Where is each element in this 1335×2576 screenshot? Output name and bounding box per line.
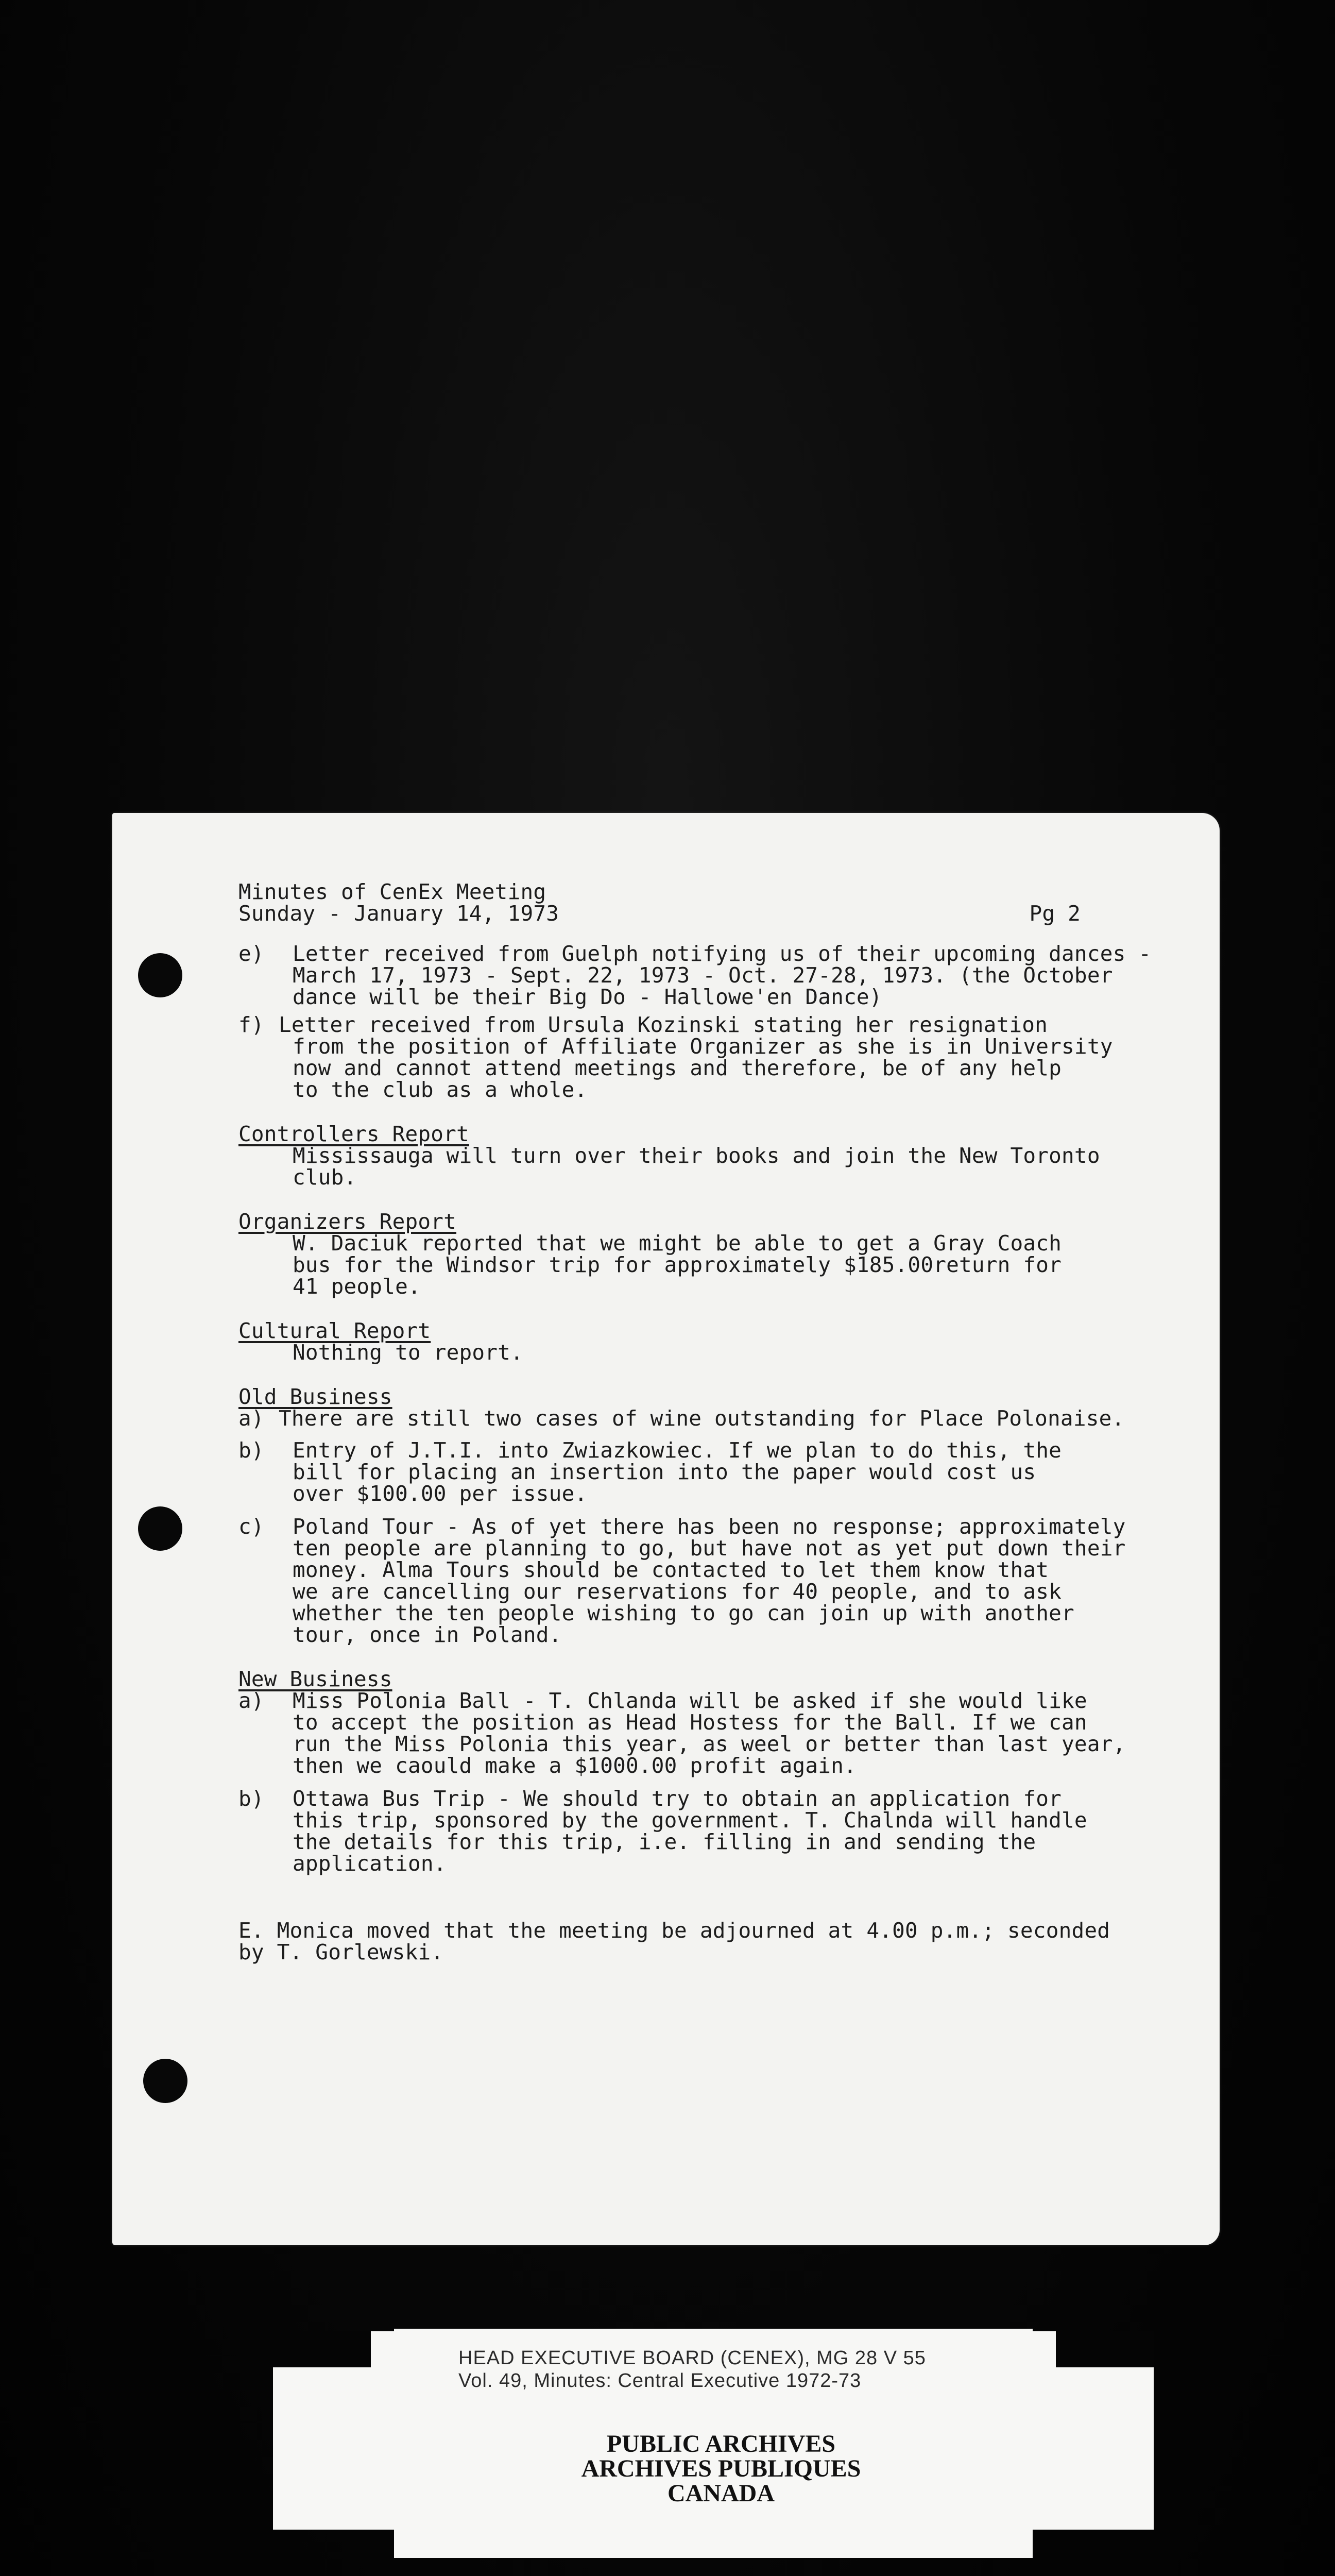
text-line: W. Daciuk reported that we might be able to get a Gray Coach bbox=[293, 1231, 1062, 1256]
page-number: Pg 2 bbox=[1029, 901, 1081, 926]
text-line: run the Miss Polonia this year, as weel or better than last year, bbox=[293, 1732, 1126, 1756]
reference-line: Vol. 49, Minutes: Central Executive 1972-73 bbox=[458, 2370, 862, 2392]
text-line: There are still two cases of wine outstanding for Place Polonaise. bbox=[279, 1406, 1125, 1431]
item-marker: f) bbox=[238, 1012, 264, 1037]
text-line: from the position of Affiliate Organizer as she is in University bbox=[293, 1034, 1113, 1059]
adjournment-motion bbox=[238, 1920, 1186, 1963]
item-marker: a) bbox=[238, 1406, 264, 1431]
text-line: bill for placing an insertion into the paper would cost us bbox=[293, 1460, 1036, 1484]
text-line: 41 people. bbox=[293, 1274, 421, 1299]
text-line: club. bbox=[293, 1165, 357, 1190]
text-line: this trip, sponsored by the government. T. Chalnda will handle bbox=[293, 1808, 1087, 1833]
text-line: application. bbox=[293, 1851, 447, 1876]
text-line: to the club as a whole. bbox=[293, 1077, 588, 1102]
text-line: now and cannot attend meetings and therefore, be of any help bbox=[293, 1056, 1062, 1080]
item-marker: b) bbox=[238, 1786, 264, 1811]
old-business-item-b bbox=[238, 1439, 1186, 1504]
controllers-report-section bbox=[238, 1123, 1186, 1188]
section-heading: Organizers Report bbox=[238, 1209, 457, 1234]
correspondence-item-e bbox=[238, 943, 1186, 1008]
meeting-date: Sunday - January 14, 1973 bbox=[238, 901, 559, 926]
minutes-text bbox=[238, 881, 1186, 1963]
text-line: dance will be their Big Do - Hallowe'en Dance) bbox=[293, 985, 882, 1009]
text-line: the details for this trip, i.e. filling in and sending the bbox=[293, 1829, 1036, 1854]
new-business-item-a bbox=[238, 1690, 1186, 1776]
text-line: bus for the Windsor trip for approximately $185.00return for bbox=[293, 1252, 1062, 1277]
page-header bbox=[238, 881, 1186, 927]
text-line: to accept the position as Head Hostess for the Ball. If we can bbox=[293, 1710, 1087, 1735]
text-line: Letter received from Guelph notifying us of their upcoming dances - bbox=[293, 941, 1152, 966]
archives-stamp bbox=[515, 2432, 927, 2506]
new-business-item-b bbox=[238, 1788, 1186, 1874]
old-business-item-c bbox=[238, 1516, 1186, 1646]
text-line: Miss Polonia Ball - T. Chlanda will be asked if she would like bbox=[293, 1688, 1087, 1713]
stamp-line: CANADA bbox=[668, 2480, 775, 2507]
stamp-line: ARCHIVES PUBLIQUES bbox=[581, 2455, 861, 2482]
text-line: Letter received from Ursula Kozinski stating her resignation bbox=[279, 1012, 1048, 1037]
punch-hole bbox=[138, 953, 182, 997]
label-notch bbox=[273, 2331, 371, 2367]
item-marker: a) bbox=[238, 1688, 264, 1713]
text-line: we are cancelling our reservations for 40 people, and to ask bbox=[293, 1579, 1062, 1604]
text-line: money. Alma Tours should be contacted to let them know that bbox=[293, 1557, 1049, 1582]
section-heading: Controllers Report bbox=[238, 1122, 469, 1146]
text-line: whether the ten people wishing to go can join up with another bbox=[293, 1601, 1074, 1625]
text-line: E. Monica moved that the meeting be adjourned at 4.00 p.m.; seconded bbox=[238, 1918, 1110, 1943]
organizers-report-section bbox=[238, 1211, 1186, 1297]
text-line: Ottawa Bus Trip - We should try to obtain an application for bbox=[293, 1786, 1062, 1811]
archive-reference bbox=[458, 2347, 926, 2392]
item-marker: e) bbox=[238, 941, 264, 966]
new-business-section bbox=[238, 1668, 1186, 1874]
text-line: Poland Tour - As of yet there has been no response; approximately bbox=[293, 1514, 1126, 1539]
stamp-line: PUBLIC ARCHIVES bbox=[606, 2430, 836, 2458]
old-business-section bbox=[238, 1386, 1186, 1646]
text-line: Mississauga will turn over their books and join the New Toronto bbox=[293, 1143, 1100, 1168]
label-notch bbox=[1056, 2331, 1154, 2367]
text-line: Entry of J.T.I. into Zwiazkowiec. If we plan to do this, the bbox=[293, 1438, 1062, 1463]
cultural-report-section bbox=[238, 1320, 1186, 1363]
reference-line: HEAD EXECUTIVE BOARD (CENEX), MG 28 V 55 bbox=[458, 2347, 926, 2369]
text-line: tour, once in Poland. bbox=[293, 1622, 562, 1647]
section-heading: New Business bbox=[238, 1667, 392, 1691]
punch-hole bbox=[143, 2059, 187, 2103]
text-line: by T. Gorlewski. bbox=[238, 1940, 444, 1964]
punch-hole bbox=[138, 1506, 182, 1551]
old-business-item-a bbox=[238, 1408, 1186, 1429]
item-marker: c) bbox=[238, 1514, 264, 1539]
text-line: Nothing to report. bbox=[293, 1340, 523, 1365]
document-page bbox=[112, 813, 1220, 2245]
text-line: March 17, 1973 - Sept. 22, 1973 - Oct. 27-28, 1973. (the October bbox=[293, 963, 1113, 988]
text-line: then we caould make a $1000.00 profit again. bbox=[293, 1753, 857, 1778]
section-heading: Cultural Report bbox=[238, 1318, 431, 1343]
correspondence-item-f bbox=[238, 1014, 1186, 1100]
item-marker: b) bbox=[238, 1438, 264, 1463]
text-line: ten people are planning to go, but have not as yet put down their bbox=[293, 1536, 1126, 1561]
document-title: Minutes of CenEx Meeting bbox=[238, 879, 546, 904]
text-line: over $100.00 per issue. bbox=[293, 1481, 588, 1506]
section-heading: Old Business bbox=[238, 1384, 392, 1409]
